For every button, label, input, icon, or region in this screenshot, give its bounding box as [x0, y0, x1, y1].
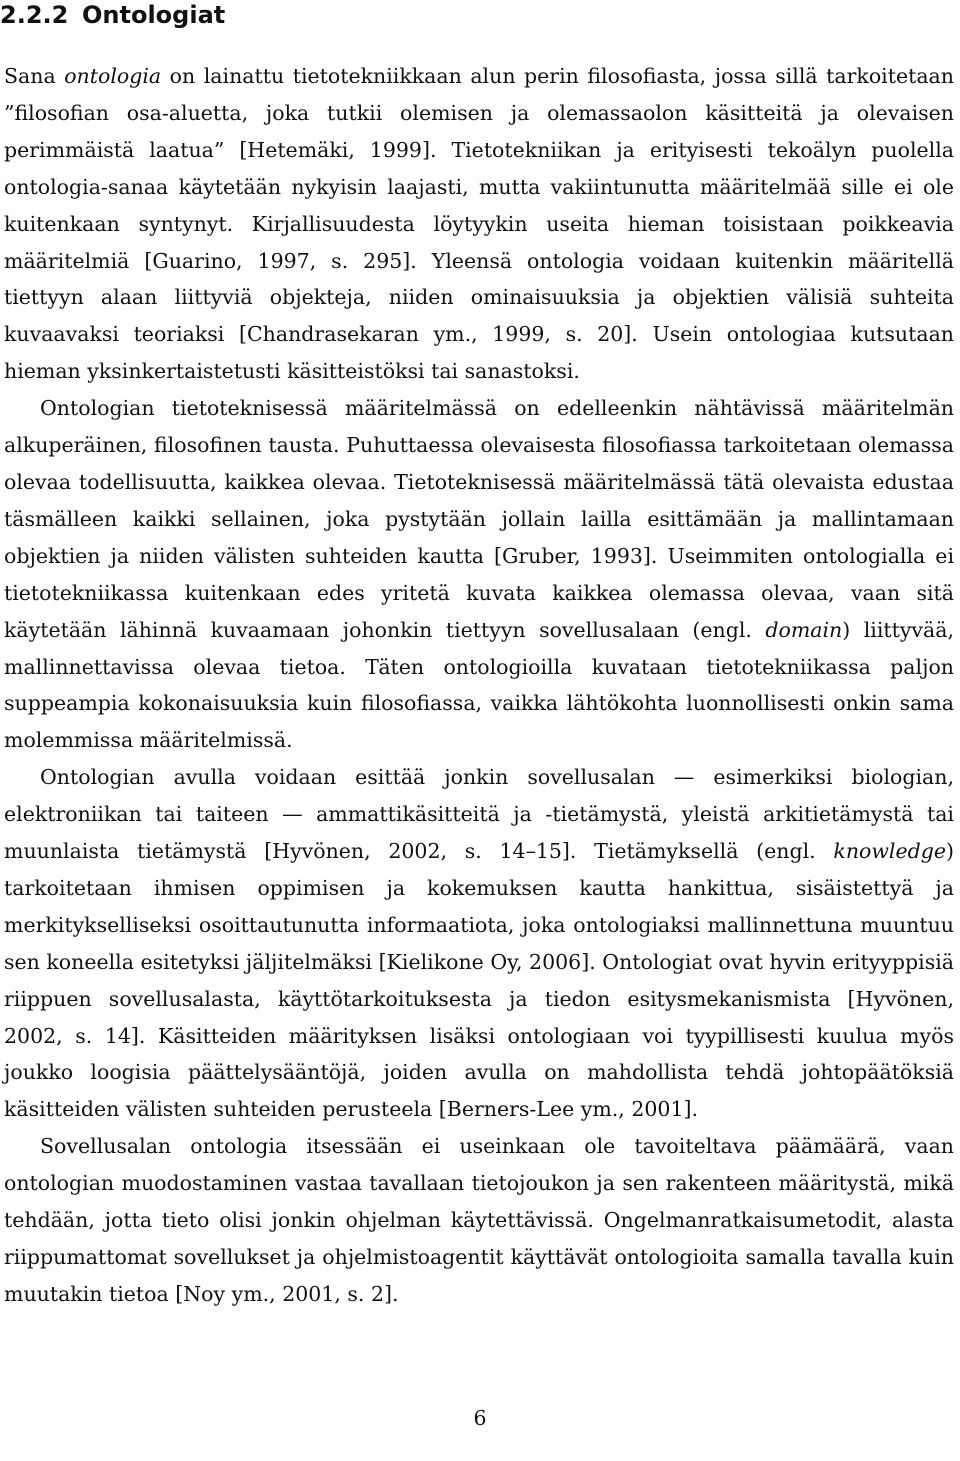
body-text — [4, 58, 954, 1313]
text-run: Sana — [4, 64, 65, 88]
paragraph-3 — [4, 759, 954, 1128]
term-ontologia: ontologia — [64, 64, 162, 88]
paragraph-2 — [4, 390, 954, 759]
text-run: Ontologian avulla voidaan esittää jonkin sovellusalan — esimerkiksi biologian, elektroniikan tai taiteen — ammattikäsitteitä ja -tietämystä, yleistä arkitietämystä tai muunlaista tietämystä [Hyvönen, 2002, s. 14–15]. Tietämyksellä (engl. — [4, 765, 954, 864]
text-run: Sovellusalan ontologia itsessään ei useinkaan ole tavoiteltava päämäärä, vaan ontologian muodostaminen vastaa tavallaan tietojoukon ja sen rakenteen määritystä, mikä tehdään, jotta tieto olisi jonkin ohjelman käytettävissä. Ongelmanratkaisumetodit, alasta riippumattomat sovellukset ja ohjelmistoagentit käyttävät ontologioita samalla tavalla kuin muutakin tietoa [Noy ym., 2001, s. 2]. — [4, 1134, 954, 1306]
text-run: ) tarkoitetaan ihmisen oppimisen ja kokemuksen kautta hankittua, sisäistettyä ja merkitykselliseksi osoittautunutta informaatiota, joka ontologiaksi mallinnettuna muuntuu sen koneella esitetyksi jäljitelmäksi [Kielikone Oy, 2006]. Ontologiat ovat hyvin erityyppisiä riippuen sovellusalasta, käyttötarkoituksesta ja tiedon esitysmekanismista [Hyvönen, 2002, s. 14]. Käsitteiden määrityksen lisäksi ontologiaan voi tyypillisesti kuulua myös joukko loogisia päättelysääntöjä, joiden avulla on mahdollista tehdä johtopäätöksiä käsitteiden välisten suhteiden perusteela [Berners-Lee ym., 2001]. — [4, 839, 954, 1122]
page-number: 6 — [473, 1406, 487, 1430]
section-heading — [0, 0, 225, 30]
text-run: on lainattu tietotekniikkaan alun perin filosofiasta, jossa sillä tarkoitetaan ”filosofian osa-aluetta, joka tutkii olemisen ja olemassaolon käsitteitä ja olevaisen perimmäistä laatua” [Hetemäki, 1999]. Tietotekniikan ja erityisesti tekoälyn puolella ontologia-sanaa käytetään nykyisin laajasti, mutta vakiintunutta määritelmää sille ei ole kuitenkaan syntynyt. Kirjallisuudesta löytyykin useita hieman toisistaan poikkeavia määritelmiä [Guarino, 1997, s. 295]. Yleensä ontologia voidaan kuitenkin määritellä tiettyyn alaan liittyviä objekteja, niiden ominaisuuksia ja objektien välisiä suhteita kuvaavaksi teoriaksi [Chandrasekaran ym., 1999, s. 20]. Usein ontologiaa kutsutaan hieman yksinkertaistetusti käsitteistöksi tai sanastoksi. — [4, 64, 954, 384]
paragraph-1 — [4, 58, 954, 390]
section-number: 2.2.2 — [0, 1, 69, 29]
paragraph-4 — [4, 1128, 954, 1313]
text-run: ) liittyvää, mallinnettavissa olevaa tietoa. Täten ontologioilla kuvataan tietotekniikassa paljon suppeampia kokonaisuuksia kuin filosofiassa, vaikka lähtökohta luonnollisesti onkin sama molemmissa määritelmissä. — [4, 617, 954, 753]
term-domain: domain — [765, 617, 843, 642]
term-knowledge: knowledge — [833, 839, 946, 864]
text-run: Ontologian tietoteknisessä määritelmässä on edelleenkin nähtävissä määritelmän alkuperäinen, filosofinen tausta. Puhuttaessa olevaisesta filosofiassa tarkoitetaan olemassa olevaa todellisuutta, kaikkea olevaa. Tietoteknisessä määritelmässä tätä olevaista edustaa täsmälleen kaikki sellainen, joka pystytään jollain lailla esittämään ja mallintamaan objektien ja niiden välisten suhteiden kautta [Gruber, 1993]. Useimmiten ontologialla ei tietotekniikassa kuitenkaan edes yritetä kuvata kaikkea olemassa olevaa, vaan sitä käytetään lähinnä kuvaamaan johonkin tiettyyn sovellusalaan (engl. — [4, 396, 954, 642]
section-title: Ontologiat — [82, 1, 226, 29]
